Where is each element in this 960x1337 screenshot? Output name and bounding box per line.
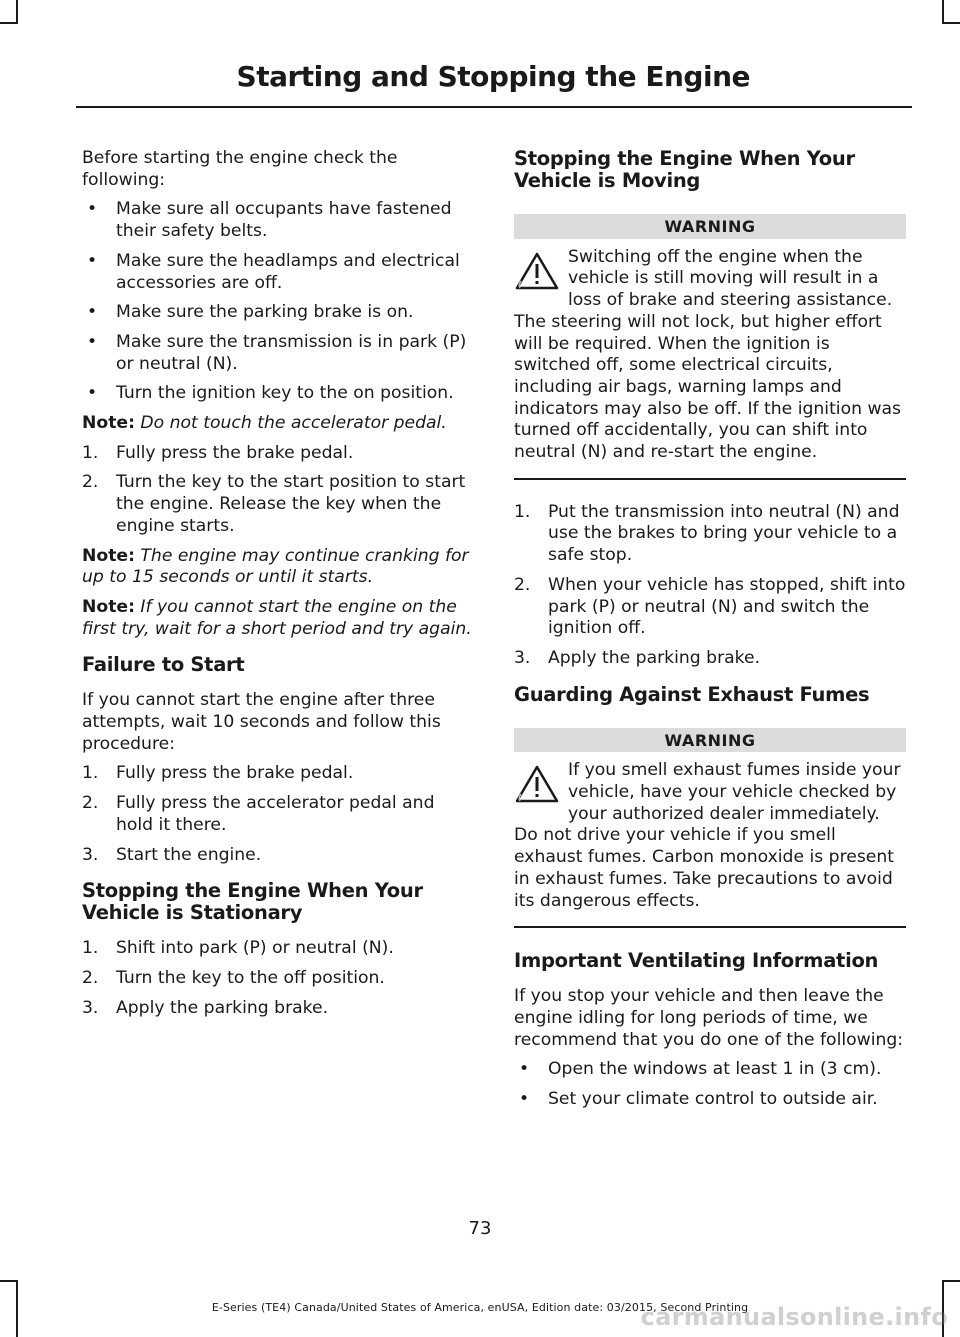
warning-box [514, 760, 906, 928]
crop-mark-bottom-left-h [0, 1280, 18, 1282]
section-heading-moving: Stopping the Engine When Your Vehicle is Moving [514, 147, 855, 192]
list-item: 3. Apply the parking brake. [514, 647, 761, 668]
ventilating-list [514, 1059, 906, 1110]
warning-text: If you smell exhaust fumes inside your vehicle, have your vehicle checked by your authorized dealer immediately. Do not drive your vehicle if you smell exhaust fumes. Carbon monoxide is present in exhaust fumes. Take precautions to avoid its dangerous effects. [514, 760, 901, 911]
warning-box [514, 247, 906, 480]
list-item: • Make sure the headlamps and electrical accessories are off. [87, 250, 460, 293]
footer-edition-text: E-Series (TE4) Canada/United States of America, enUSA, Edition date: 03/2015, Second Printing [211, 1301, 749, 1314]
warning-text: Switching off the engine when the vehicle is still moving will result in a loss of brake and steering assistance. The steering will not lock, but higher effort will be required. When the ignition is switched off, some electrical circuits, including air bags, warning lamps and indicators may also be off. If the ignition was turned off accidentally, you can shift into neutral (N) and re-start the engine. [514, 246, 901, 463]
list-item: 1. Fully press the brake pedal. [82, 442, 354, 463]
list-item: • Make sure all occupants have fastened their safety belts. [87, 199, 452, 242]
page-title: Starting and Stopping the Engine [236, 60, 750, 93]
start-steps [82, 443, 475, 538]
list-item: 1. Put the transmission into neutral (N) and use the brakes to bring your vehicle to a safe stop. [514, 501, 900, 566]
right-column [514, 148, 906, 1119]
list-item: 2. Fully press the accelerator pedal and hold it there. [82, 793, 435, 835]
crop-mark-top-left [16, 0, 18, 24]
warning-triangle-icon [514, 764, 560, 804]
crop-mark-top-right-h [942, 22, 960, 24]
bullet-icon: • [519, 1089, 530, 1110]
checks-list [82, 199, 475, 405]
checks-intro: Before starting the engine check the following: [82, 148, 398, 190]
bullet-icon: • [519, 1059, 530, 1080]
list-item: 1. Fully press the brake pedal. [82, 763, 354, 784]
list-item: 1. Shift into park (P) or neutral (N). [82, 938, 394, 959]
note: Note: If you cannot start the engine on the first try, wait for a short period and try again. [82, 596, 472, 639]
page-number: 73 [468, 1218, 492, 1239]
failure-intro: If you cannot start the engine after three attempts, wait 10 seconds and follow this procedure: [82, 690, 441, 754]
note: Note: Do not touch the accelerator pedal. [82, 413, 447, 434]
section-heading-failure: Failure to Start [82, 653, 245, 677]
left-column [82, 148, 475, 1027]
list-item: 3. Apply the parking brake. [82, 997, 329, 1018]
failure-steps [82, 763, 475, 866]
list-item: 2. When your vehicle has stopped, shift into park (P) or neutral (N) and switch the ignition off. [514, 574, 906, 639]
list-item: 3. Start the engine. [82, 844, 262, 865]
bullet-icon: • [87, 383, 98, 404]
section-heading-ventilating: Important Ventilating Information [514, 949, 879, 973]
note: Note: The engine may continue cranking for up to 15 seconds or until it starts. [82, 545, 469, 588]
list-item: 2. Turn the key to the off position. [82, 967, 385, 988]
bullet-icon: • [87, 331, 98, 352]
header-rule [76, 106, 912, 108]
list-item: • Set your climate control to outside air. [519, 1089, 878, 1110]
bullet-icon: • [87, 250, 98, 271]
list-item: • Turn the ignition key to the on position. [87, 383, 454, 404]
warning-triangle-icon [514, 251, 560, 291]
ventilating-intro: If you stop your vehicle and then leave the engine idling for long periods of time, we recommend that you do one of the following: [514, 986, 904, 1050]
section-heading-stationary: Stopping the Engine When Your Vehicle is Stationary [82, 879, 423, 925]
bullet-icon: • [87, 302, 98, 323]
warning-banner: WARNING [514, 214, 906, 239]
watermark: carmanualsonline.info [640, 1303, 948, 1331]
crop-mark-top-right [942, 0, 944, 24]
warning-banner: WARNING [514, 728, 906, 753]
section-heading-exhaust: Guarding Against Exhaust Fumes [514, 682, 870, 706]
list-item: • Make sure the transmission is in park (P) or neutral (N). [87, 331, 467, 374]
moving-steps [514, 502, 906, 670]
list-item: 2. Turn the key to the start position to start the engine. Release the key when the engine starts. [82, 472, 466, 536]
bullet-icon: • [87, 199, 98, 220]
crop-mark-top-left-h [0, 22, 18, 24]
list-item: • Make sure the parking brake is on. [87, 302, 414, 323]
stationary-steps [82, 938, 475, 1019]
crop-mark-bottom-right-h [942, 1280, 960, 1282]
list-item: • Open the windows at least 1 in (3 cm). [519, 1059, 882, 1080]
